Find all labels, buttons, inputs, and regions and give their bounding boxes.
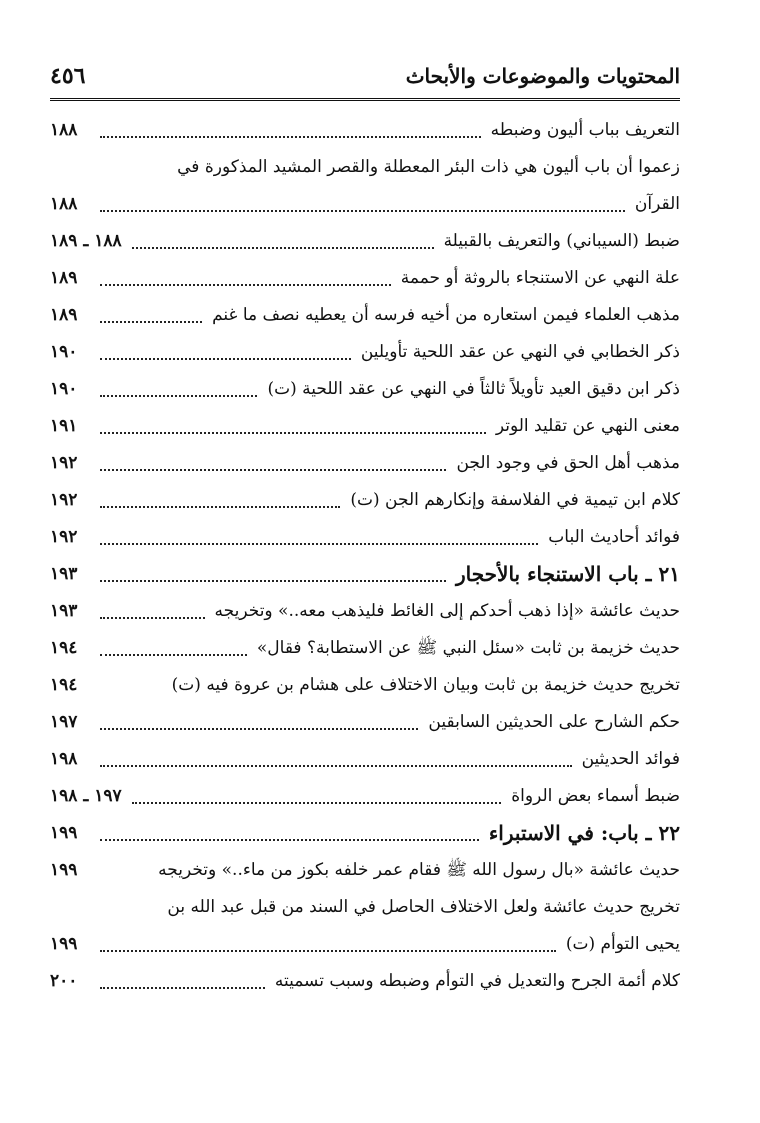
toc-entry-page: ١٩١ <box>50 416 78 436</box>
toc-entry <box>50 112 680 149</box>
toc-entry <box>50 186 680 223</box>
toc-entry <box>50 334 680 371</box>
toc-entry <box>50 371 680 408</box>
toc-line <box>50 667 680 704</box>
toc-line <box>50 889 680 926</box>
toc-entry-page: ١٨٨ ـ ١٨٩ <box>50 231 122 251</box>
dot-leader <box>100 431 486 434</box>
dot-leader <box>100 394 257 397</box>
toc-entry-title: فوائد الحديثين <box>581 749 680 769</box>
dot-leader <box>100 468 446 471</box>
toc-entry-page: ١٩٠ <box>50 379 78 399</box>
toc-chapter-heading <box>50 556 680 593</box>
dot-leader <box>100 986 265 989</box>
dot-leader <box>100 616 205 619</box>
toc-entry <box>50 408 680 445</box>
page-number: ٤٥٦ <box>50 63 86 89</box>
toc-entry-page: ١٩٣ <box>50 601 78 621</box>
toc-chapter-heading <box>50 815 680 852</box>
toc-entry-page: ١٩٨ <box>50 749 78 769</box>
toc-entry <box>50 593 680 630</box>
toc-line <box>50 852 680 889</box>
toc-entry-page: ١٨٩ <box>50 268 78 288</box>
toc-entry-title: ٢١ ـ باب الاستنجاء بالأحجار <box>456 562 680 586</box>
toc-entry-title: ضبط (السيباني) والتعريف بالقبيلة <box>443 231 680 251</box>
toc-entry-page: ١٩٧ <box>50 712 78 732</box>
dot-leader <box>100 542 538 545</box>
toc-entry <box>50 741 680 778</box>
toc-entry-title: ذكر الخطابي في النهي عن عقد اللحية تأويلين <box>360 342 680 362</box>
toc-entry <box>50 704 680 741</box>
dot-leader <box>100 135 481 138</box>
toc-entry <box>50 926 680 963</box>
toc-entry-title: ذكر ابن دقيق العيد تأويلاً ثالثاً في النهي عن عقد اللحية (ت) <box>267 379 680 399</box>
toc-entry <box>50 445 680 482</box>
toc-entry-title: ٢٢ ـ باب: في الاستبراء <box>488 821 680 845</box>
toc-entry-title: حكم الشارح على الحديثين السابقين <box>428 712 680 732</box>
toc-entry-title: تخريج حديث خزيمة بن ثابت وبيان الاختلاف على هشام بن عروة فيه (ت) <box>171 675 680 695</box>
toc-entry-title: حديث خزيمة بن ثابت «سئل النبي ﷺ عن الاستطابة؟ فقال» <box>256 638 680 658</box>
toc-entry-page: ١٩٢ <box>50 453 78 473</box>
dot-leader <box>100 283 391 286</box>
toc-entry-page: ١٩٩ <box>50 823 78 843</box>
dot-leader <box>100 505 340 508</box>
dot-leader <box>132 801 502 804</box>
toc-entry-title: مذهب العلماء فيمن استعاره من أخيه فرسه أن يعطيه نصف ما غنم <box>212 305 680 325</box>
toc-entry-page: ١٩٢ <box>50 490 78 510</box>
page-header <box>50 56 680 96</box>
toc-entry-page: ١٩٤ <box>50 675 78 695</box>
dot-leader <box>100 653 247 656</box>
toc-entry-title: ضبط أسماء بعض الرواة <box>511 786 680 806</box>
toc-entry-title: حديث عائشة «إذا ذهب أحدكم إلى الغائط فليذهب معه..» وتخريجه <box>214 601 680 621</box>
toc-entry-title: معنى النهي عن تقليد الوتر <box>495 416 680 436</box>
toc-entry-title: مذهب أهل الحق في وجود الجن <box>456 453 680 473</box>
toc-entry <box>50 963 680 1000</box>
dot-leader <box>100 727 418 730</box>
dot-leader <box>100 764 572 767</box>
table-of-contents <box>50 112 680 1000</box>
dot-leader <box>100 949 556 952</box>
header-rule <box>50 98 680 101</box>
dot-leader <box>100 838 479 841</box>
toc-entry-page: ١٩٩ <box>50 860 78 880</box>
toc-entry-page: ١٩٠ <box>50 342 78 362</box>
dot-leader <box>100 320 202 323</box>
toc-entry-title: فوائد أحاديث الباب <box>548 527 680 547</box>
toc-entry-page: ١٨٨ <box>50 120 78 140</box>
toc-entry <box>50 223 680 260</box>
toc-entry-page: ٢٠٠ <box>50 971 78 991</box>
toc-entry-page: ١٨٩ <box>50 305 78 325</box>
toc-entry-title: كلام أئمة الجرح والتعديل في التوأم وضبطه وسبب تسميته <box>274 971 680 991</box>
toc-entry-title: التعريف بباب أليون وضبطه <box>490 120 680 140</box>
toc-entry-title: القرآن <box>634 194 680 214</box>
toc-entry <box>50 778 680 815</box>
toc-entry-page: ١٩٧ ـ ١٩٨ <box>50 786 122 806</box>
toc-entry-page: ١٩٢ <box>50 527 78 547</box>
toc-entry-page: ١٩٣ <box>50 564 78 584</box>
toc-entry <box>50 519 680 556</box>
toc-entry-title: كلام ابن تيمية في الفلاسفة وإنكارهم الجن (ت) <box>350 490 680 510</box>
toc-entry-title: علة النهي عن الاستنجاء بالروثة أو حممة <box>400 268 680 288</box>
toc-entry <box>50 260 680 297</box>
toc-entry-title: زعموا أن باب أليون هي ذات البئر المعطلة والقصر المشيد المذكورة في <box>177 157 680 177</box>
toc-entry-title: حديث عائشة «بال رسول الله ﷺ فقام عمر خلفه بكوز من ماء..» وتخريجه <box>158 860 680 880</box>
toc-line <box>50 149 680 186</box>
toc-entry <box>50 482 680 519</box>
running-title: المحتويات والموضوعات والأبحاث <box>405 64 680 88</box>
toc-entry-title: يحيى التوأم (ت) <box>565 934 680 954</box>
toc-entry-title: تخريج حديث عائشة ولعل الاختلاف الحاصل في السند من قبل عبد الله بن <box>167 897 680 917</box>
toc-entry-page: ١٨٨ <box>50 194 78 214</box>
toc-entry-page: ١٩٤ <box>50 638 78 658</box>
toc-entry <box>50 630 680 667</box>
toc-entry <box>50 297 680 334</box>
dot-leader <box>100 579 446 582</box>
toc-entry-page: ١٩٩ <box>50 934 78 954</box>
dot-leader <box>100 357 351 360</box>
dot-leader <box>100 209 625 212</box>
dot-leader <box>132 246 434 249</box>
